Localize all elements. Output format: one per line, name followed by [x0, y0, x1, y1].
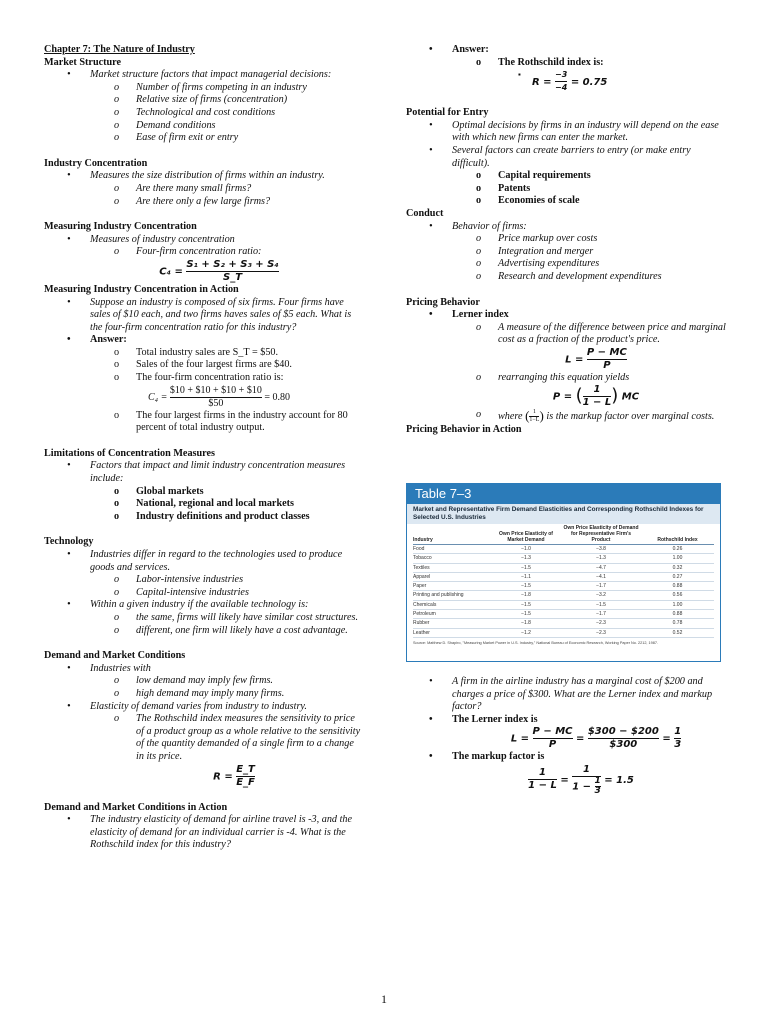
- heading-market-structure: Market Structure: [44, 56, 122, 68]
- list-item: o Price markup over costs: [476, 233, 598, 245]
- pricing-list-3: [406, 409, 726, 424]
- list-item: o Capital-intensive industries: [114, 586, 249, 598]
- list-item: • Market structure factors that impact managerial decisions:: [67, 69, 332, 81]
- concentration-calc: C₄ = $\frac{\$10 + \$10 + \$10 + \$10}{\$50}$ = 0.80: [148, 384, 290, 409]
- measuring-action-list: [44, 297, 364, 385]
- table-cell: −1.5: [561, 600, 641, 609]
- list-item: o Are there only a few large firms?: [114, 195, 271, 207]
- list-item: o where ( $\frac{1}{1-L}$ ) is the markup factor over marginal costs.: [476, 408, 715, 424]
- list-item: • Measures of industry concentration: [67, 233, 235, 245]
- table-cell: 0.32: [641, 563, 714, 572]
- right-column: [406, 44, 726, 437]
- table-row: [413, 572, 714, 581]
- table-cell: −4.1: [561, 572, 641, 581]
- table-cell: 0.27: [641, 572, 714, 581]
- table-cell: −1.5: [491, 582, 561, 591]
- list-item: o Relative size of firms (concentration): [114, 94, 288, 106]
- pricing-list-2: [406, 372, 726, 385]
- list-item: • Factors that impact and limit industry concentration measures include:: [67, 460, 346, 485]
- table-cell: −1.7: [561, 610, 641, 619]
- table-row: [413, 619, 714, 628]
- rothschild-table-figure: [406, 483, 721, 662]
- measuring-list: [44, 234, 364, 259]
- table-cell: −2.3: [561, 619, 641, 628]
- list-item: • Within a given industry if the available technology is:: [67, 599, 309, 611]
- list-item: • Answer:: [429, 44, 489, 55]
- page-number: 1: [381, 992, 387, 1006]
- table-cell: −1.8: [491, 619, 561, 628]
- table-cell: 0.56: [641, 591, 714, 600]
- measuring-action-list-2: [44, 410, 364, 435]
- list-item: o Patents: [476, 182, 531, 194]
- list-item: • Elasticity of demand varies from industry to industry.: [67, 700, 307, 712]
- conduct-list: [406, 221, 726, 284]
- table-row: [413, 591, 714, 600]
- markup-calc: $\frac{1}{1 - L}$ = 1 1 − $\frac{1}{3}$ = 1.5: [528, 763, 634, 796]
- list-item: o Ease of firm exit or entry: [114, 132, 239, 144]
- list-item: o The Rothschild index measures the sensitivity to price of a product group as a whole relative to the sensitivity of the quantity demanded of a single firm to a change in its price.: [114, 713, 361, 762]
- table-cell: −1.7: [561, 582, 641, 591]
- list-item: • Measures the size distribution of firms within an industry.: [67, 170, 325, 182]
- table-cell: 0.26: [641, 545, 714, 554]
- rothschild-formula: R = $\frac{E\_T}{E\_F}$: [213, 763, 255, 788]
- list-item: • Answer:: [67, 334, 127, 346]
- list-item: o A measure of the difference between price and marginal cost as a fraction of the product's price.: [476, 321, 726, 346]
- table-row: [413, 628, 714, 637]
- list-item: • Optimal decisions by firms in an industry will depend on the ease with which new firms can enter the market.: [429, 119, 719, 144]
- list-item: • A firm in the airline industry has a marginal cost of $200 and charges a price of $300. What are the Lerner index and markup factor?: [429, 676, 713, 713]
- list-item: o Integration and merger: [476, 245, 594, 257]
- list-item: o Capital requirements: [476, 170, 591, 182]
- list-item: ▪ R = $\frac{-3}{-4}$ = 0.75: [518, 70, 608, 93]
- heading-pricing-action: Pricing Behavior in Action: [406, 424, 522, 436]
- list-item: o high demand may imply many firms.: [114, 687, 285, 699]
- left-column: [44, 44, 364, 852]
- heading-technology: Technology: [44, 536, 94, 548]
- list-item: • The industry elasticity of demand for airline travel is -3, and the elasticity of demand for an individual carrier is -4. What is the Rothschild index for this industry?: [67, 814, 353, 851]
- list-item: o low demand may imply few firms.: [114, 675, 273, 687]
- demand-list: [44, 663, 364, 764]
- pricing-action-list: [406, 676, 726, 726]
- list-item: o Advertising expenditures: [476, 258, 600, 270]
- market-structure-list: [44, 69, 364, 145]
- table-cell: Tobacco: [413, 554, 491, 563]
- list-item: o Four-firm concentration ratio:: [114, 246, 262, 258]
- table-cell: −1.5: [491, 610, 561, 619]
- table-cell: 1.00: [641, 554, 714, 563]
- list-item: o Number of firms competing in an industry: [114, 81, 307, 93]
- limitations-list: [44, 460, 364, 523]
- heading-conduct: Conduct: [406, 207, 444, 219]
- list-item: o different, one firm will likely have a cost advantage.: [114, 624, 348, 636]
- list-item: o Demand conditions: [114, 119, 216, 131]
- rothschild-answer-eq: R = $\frac{-3}{-4}$ = 0.75: [532, 70, 608, 93]
- answer-list: [406, 44, 726, 94]
- table-cell: Chemicals: [413, 600, 491, 609]
- table-cell: 0.78: [641, 619, 714, 628]
- list-item: o Sales of the four largest firms are $40.: [114, 359, 292, 371]
- table-row: [413, 554, 714, 563]
- list-item: o Are there many small firms?: [114, 182, 252, 194]
- table-cell: Apparel: [413, 572, 491, 581]
- list-item: o Research and development expenditures: [476, 270, 662, 282]
- technology-list: [44, 549, 364, 637]
- chapter-title: Chapter 7: The Nature of Industry: [44, 44, 195, 55]
- list-item: o The four-firm concentration ratio is:: [114, 372, 284, 384]
- table-row: [413, 582, 714, 591]
- list-item: o Industry definitions and product classes: [114, 510, 310, 522]
- table-cell: Rubber: [413, 619, 491, 628]
- list-item: • The Lerner index is: [429, 713, 538, 725]
- table-cell: −1.3: [561, 554, 641, 563]
- demand-action-list: [44, 814, 364, 852]
- right-column-lower: [406, 676, 726, 796]
- list-item: • Industries differ in regard to the technologies used to produce goods and services.: [67, 549, 343, 573]
- table-cell: Printing and publishing: [413, 591, 491, 600]
- table-cell: −1.1: [491, 572, 561, 581]
- list-item: o Total industry sales are S_T = $50.: [114, 346, 279, 358]
- list-item: o The Rothschild index is:: [476, 56, 604, 68]
- table-row: [413, 563, 714, 572]
- list-item: o Technological and cost conditions: [114, 106, 276, 118]
- table-header: Rothschild Index: [641, 524, 714, 545]
- table-cell: Leather: [413, 628, 491, 637]
- table-header: Industry: [413, 524, 491, 545]
- table-source: Source: Matthew D. Shapiro, "Measuring Market Power in U.S. Industry," National Bureau of Economic Research, Working Paper No. 2212, 1987.: [413, 640, 659, 645]
- list-item: • Several factors can create barriers to entry (or make entry difficult).: [429, 144, 691, 169]
- table-cell: Petroleum: [413, 610, 491, 619]
- markup-list: [406, 751, 726, 764]
- entry-list: [406, 120, 726, 208]
- list-item: o The four largest firms in the industry account for 80 percent of total industry output.: [114, 409, 348, 434]
- heading-demand: Demand and Market Conditions: [44, 650, 186, 662]
- table-cell: −1.0: [491, 545, 561, 554]
- table-cell: −4.7: [561, 563, 641, 572]
- price-formula: P = ( $\frac{1}{1 - L}$ ) MC: [552, 384, 640, 409]
- list-item: o Economies of scale: [476, 195, 580, 207]
- list-item: • Behavior of firms:: [429, 220, 527, 232]
- table-label: Table 7–3: [407, 484, 720, 504]
- table-row: [413, 600, 714, 609]
- list-item: • Suppose an industry is composed of six firms. Four firms have sales of $10 each, and two firms haves sales of $5 each. What is the four-firm concentration ratio for this industry?: [67, 296, 352, 333]
- table-cell: −1.5: [491, 563, 561, 572]
- list-item: o rearranging this equation yields: [476, 371, 630, 383]
- table-row: [413, 545, 714, 554]
- heading-measuring-concentration: Measuring Industry Concentration: [44, 221, 197, 233]
- table-cell: −3.8: [561, 545, 641, 554]
- list-item: • Lerner index: [429, 309, 509, 321]
- list-item: • Industries with: [67, 662, 151, 674]
- table-header: Own Price Elasticity of Demand for Representative Firm's Product: [561, 524, 641, 545]
- heading-pricing-behavior: Pricing Behavior: [406, 296, 480, 308]
- table-cell: −1.5: [491, 600, 561, 609]
- table-cell: Food: [413, 545, 491, 554]
- table-caption: Market and Representative Firm Demand Elasticities and Corresponding Rothschild Indexes for Selected U.S. Industries: [407, 504, 720, 524]
- table-header: Own Price Elasticity of Market Demand: [491, 524, 561, 545]
- table-cell: Textiles: [413, 563, 491, 572]
- table-cell: 1.00: [641, 600, 714, 609]
- table-cell: −1.3: [491, 554, 561, 563]
- table-cell: −1.8: [491, 591, 561, 600]
- table-cell: −3.2: [561, 591, 641, 600]
- table-row: [413, 610, 714, 619]
- table-cell: 0.88: [641, 610, 714, 619]
- heading-measuring-action: Measuring Industry Concentration in Action: [44, 283, 239, 295]
- pricing-list: [406, 309, 726, 347]
- table-cell: −2.3: [561, 628, 641, 637]
- table-cell: Paper: [413, 582, 491, 591]
- concentration-ratio-formula: C₄ = $\frac{\text{S₁ + S₂ + S₃ + S₄}}{S\_T}$: [159, 258, 279, 283]
- list-item: • The markup factor is: [429, 751, 545, 763]
- list-item: o the same, firms will likely have similar cost structures.: [114, 611, 359, 623]
- list-item: o Global markets: [114, 485, 204, 497]
- table-cell: 0.88: [641, 582, 714, 591]
- heading-industry-concentration: Industry Concentration: [44, 157, 148, 169]
- lerner-formula: L = $\frac{P - MC}{P}$: [565, 346, 627, 371]
- rothschild-table: [413, 524, 714, 638]
- lerner-calc: L = $\frac{P - MC}{P}$ = $\frac{\$300 - \$200}{\$300}$ = $\frac{1}{3}$: [510, 726, 682, 751]
- list-item: o Labor-intensive industries: [114, 574, 244, 586]
- list-item: o National, regional and local markets: [114, 498, 295, 510]
- industry-concentration-list: [44, 170, 364, 208]
- table-cell: −1.2: [491, 628, 561, 637]
- heading-potential-entry: Potential for Entry: [406, 107, 489, 119]
- heading-demand-action: Demand and Market Conditions in Action: [44, 801, 228, 813]
- table-cell: 0.52: [641, 628, 714, 637]
- heading-limitations: Limitations of Concentration Measures: [44, 447, 216, 459]
